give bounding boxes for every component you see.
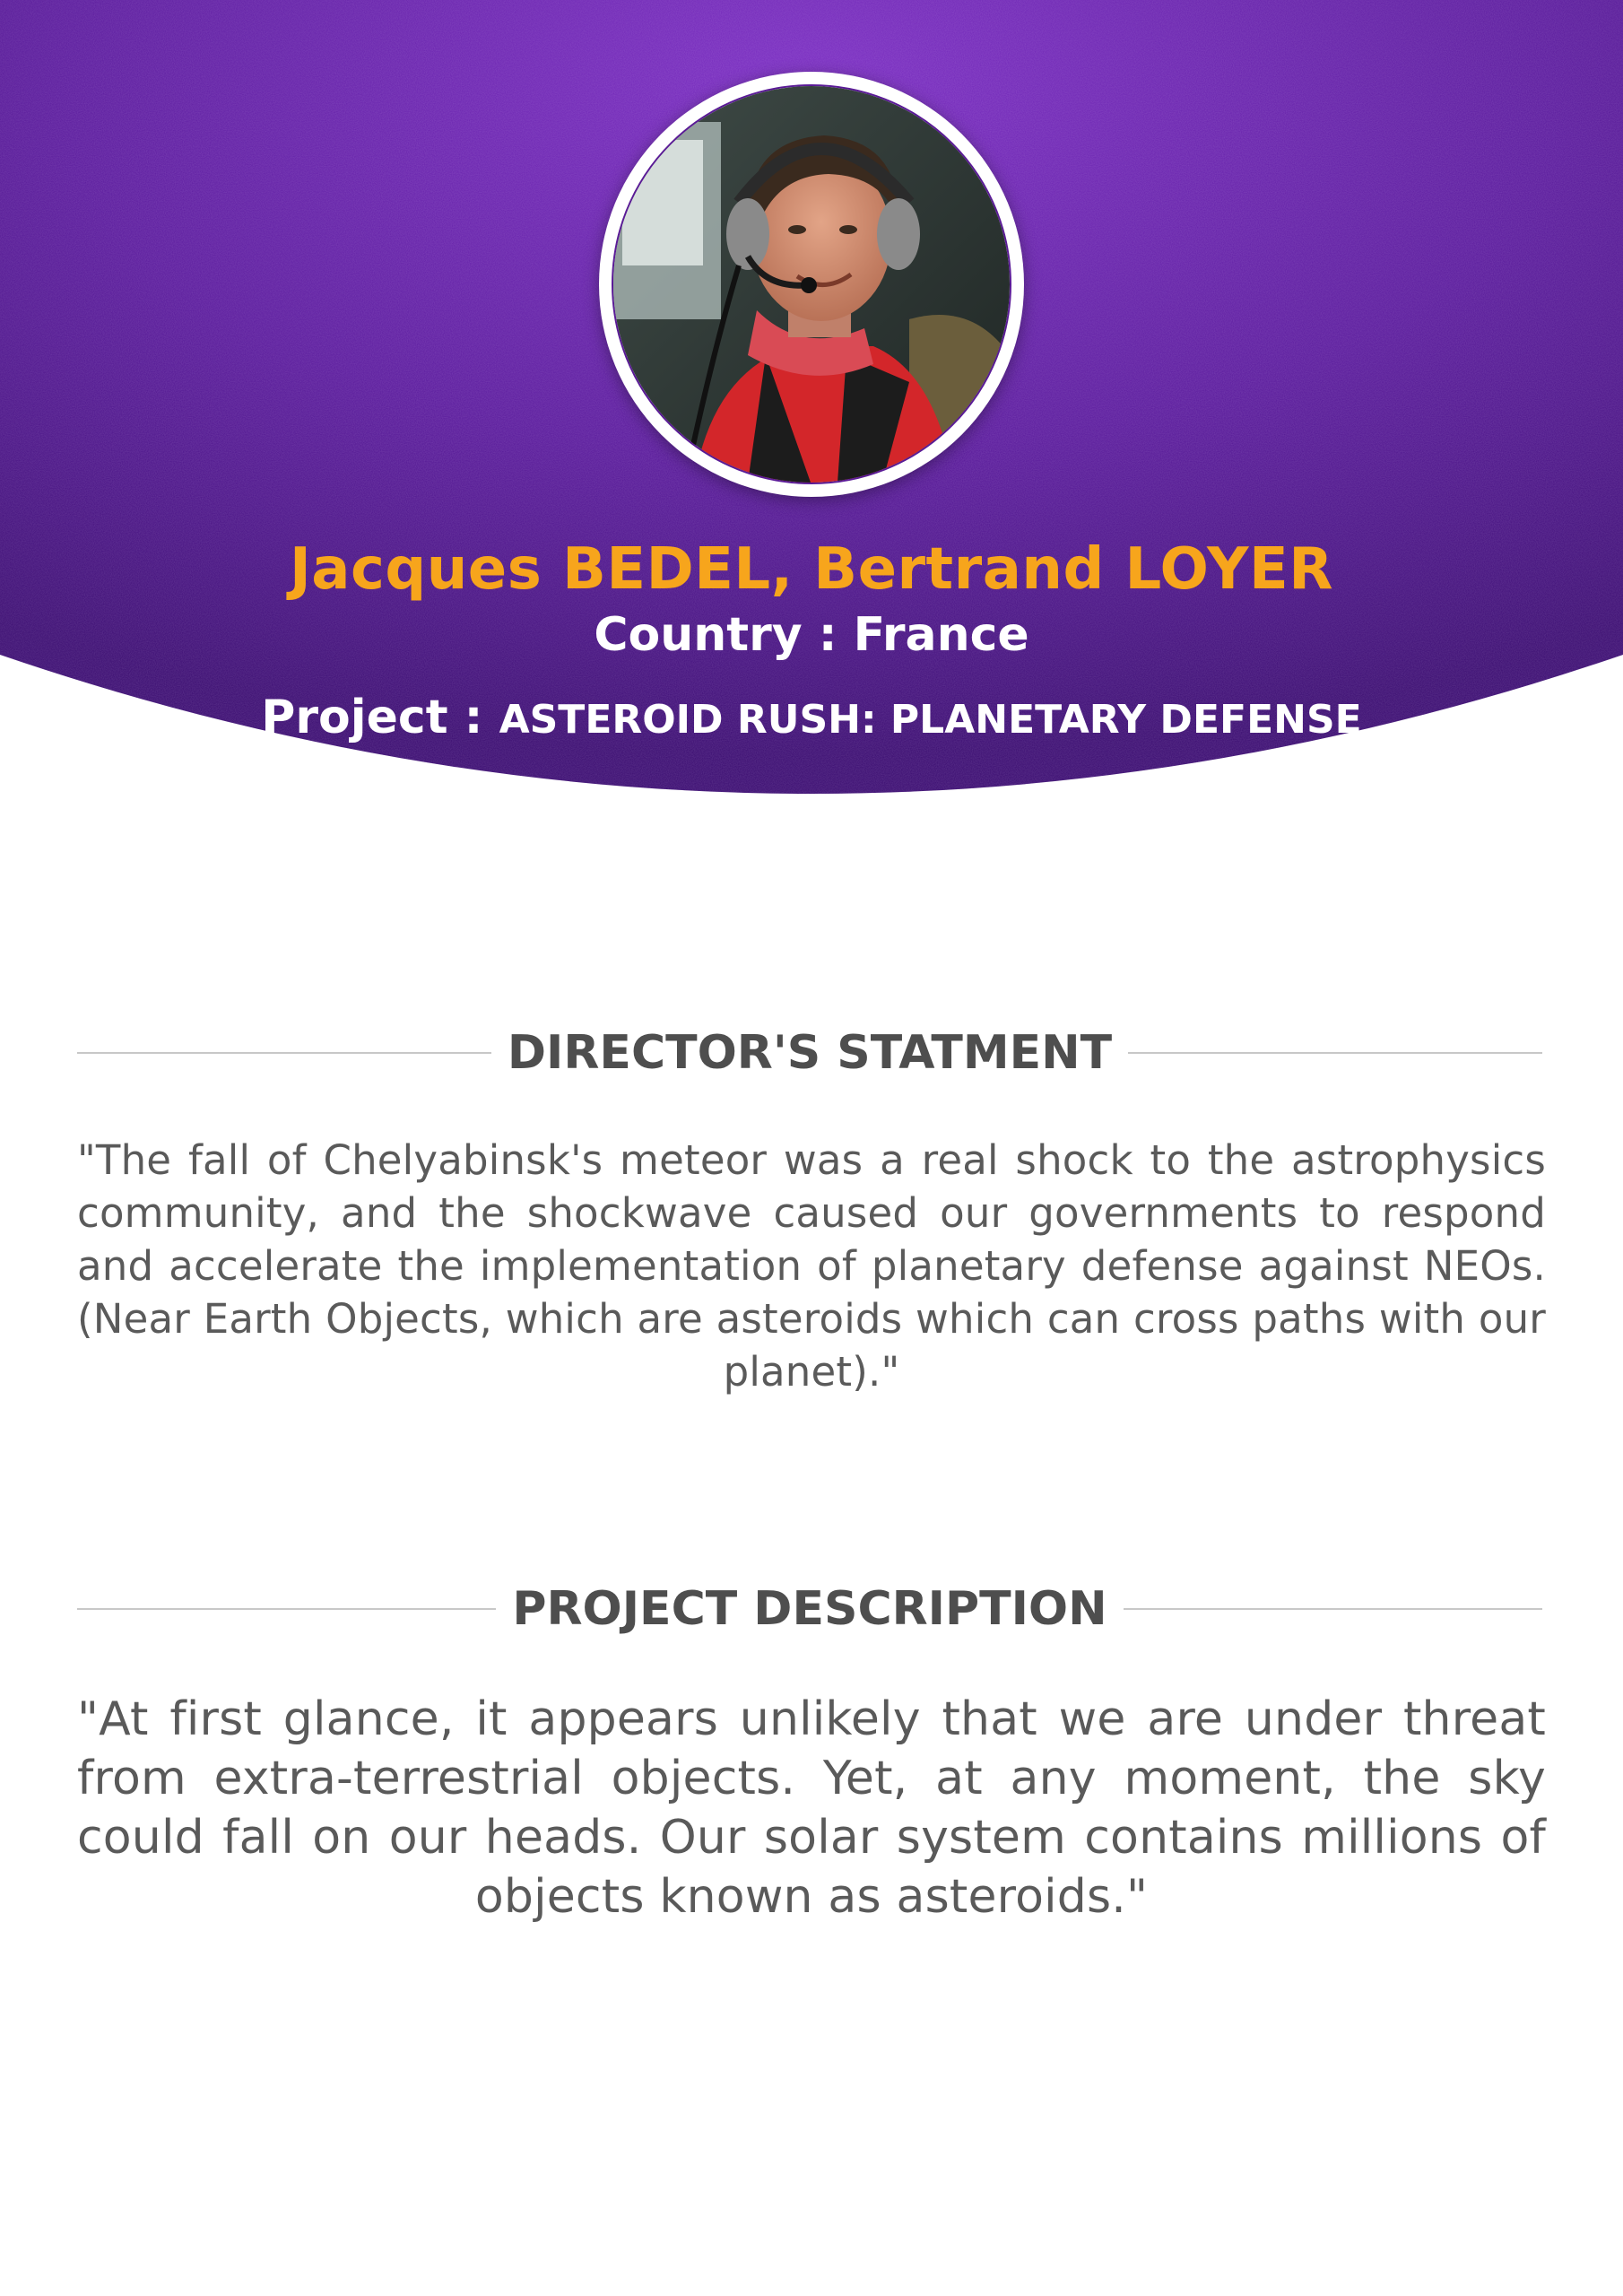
director-portrait [612,84,1011,484]
project-title: ASTEROID RUSH: PLANETARY DEFENSE [499,697,1362,743]
section-title: DIRECTOR'S STATMENT [507,1026,1113,1080]
divider-right [1128,1052,1542,1054]
country-line: Country : France [594,608,1029,662]
directors-statement-text: "The fall of Chelyabinsk's meteor was a real shock to the astrophysics community, and the shockwave caused our governments to respond and accelerate the implementation of planetary defense against NEOs. (Near Earth Objects, which are asteroids which can cross paths with our planet)." [77,1136,1546,1396]
divider-right [1124,1608,1542,1610]
project-label: Project : [261,691,499,744]
divider-left [77,1052,491,1054]
director-names: Jacques BEDEL, Bertrand LOYER [289,536,1334,603]
directors-statement-heading [77,1017,1542,1089]
project-description-heading [77,1573,1542,1645]
project-line [0,691,1623,744]
director-portrait-photo [613,86,1010,483]
project-description-text: "At first glance, it appears unlikely that we are under threat from extra-terrestrial objects. Yet, at any moment, the sky could fall on our heads. Our solar system contains millions of objects known as asteroids." [77,1692,1546,1924]
section-title: PROJECT DESCRIPTION [512,1582,1107,1636]
divider-left [77,1608,496,1610]
